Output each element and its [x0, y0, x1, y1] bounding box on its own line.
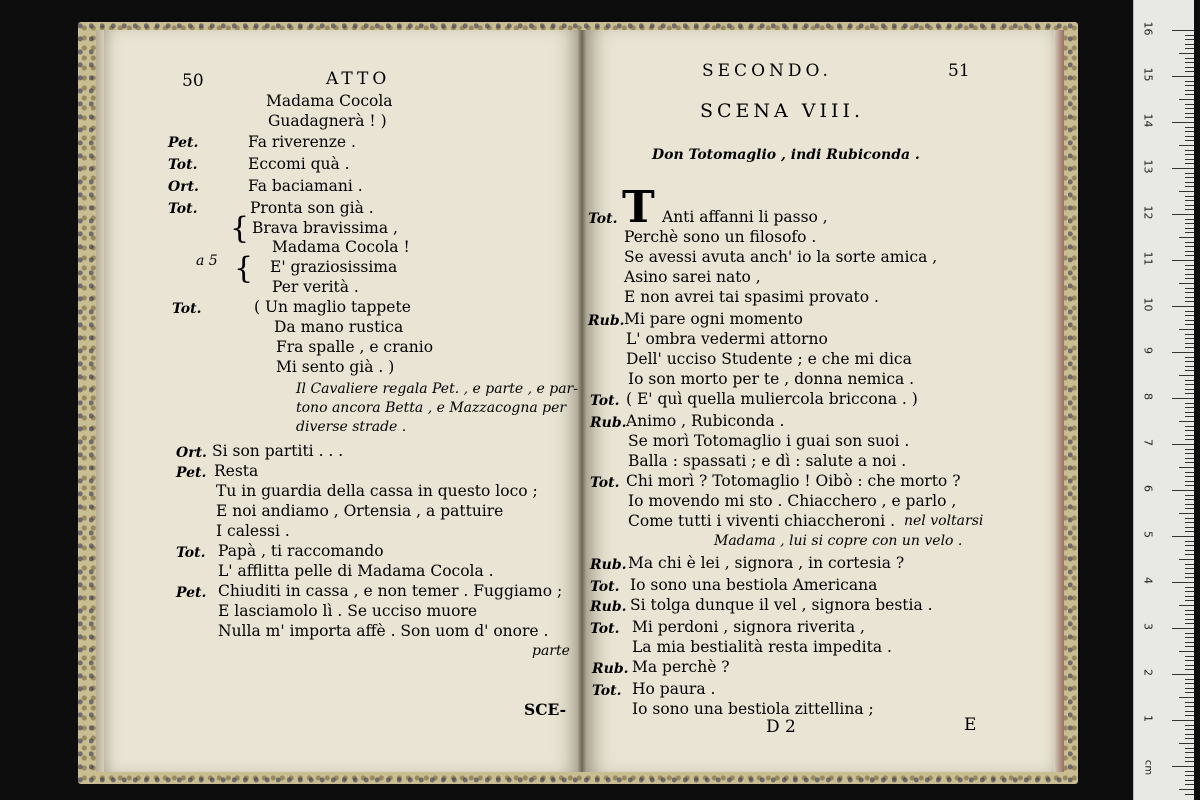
verse-line: Anti affanni li passo ,	[662, 208, 828, 226]
ruler-tick	[1185, 370, 1194, 371]
ensemble-label: a 5	[196, 253, 218, 269]
ruler-tick	[1185, 518, 1194, 519]
ruler-tick	[1179, 99, 1194, 100]
ruler-number: 11	[1141, 251, 1155, 266]
ruler-tick	[1179, 651, 1194, 652]
ruler-tick	[1185, 564, 1194, 565]
ruler-number: 13	[1141, 159, 1155, 174]
right-page-edge	[1054, 30, 1064, 772]
ruler-tick	[1185, 393, 1194, 394]
ruler-tick	[1179, 329, 1194, 330]
ruler-tick	[1185, 94, 1194, 95]
stage-direction: Il Cavaliere regala Pet. , e parte , e par-	[296, 381, 578, 397]
verse-line: La mia bestialità resta impedita .	[632, 638, 892, 656]
ruler-tick	[1172, 398, 1194, 399]
verse-line: Chi morì ? Totomaglio ! Oibò : che morto ?	[626, 472, 961, 490]
ruler-tick	[1185, 150, 1194, 151]
speaker-label: Ort.	[168, 179, 199, 195]
ruler-tick	[1185, 324, 1194, 325]
ruler-tick	[1185, 232, 1194, 233]
ruler-tick	[1185, 177, 1194, 178]
ruler-tick	[1185, 288, 1194, 289]
ruler-tick	[1172, 536, 1194, 537]
ruler-tick	[1172, 76, 1194, 77]
ruler-tick	[1185, 113, 1194, 114]
verse-line: ( E' quì quella muliercola briccona . )	[626, 390, 918, 408]
ruler-tick	[1185, 81, 1194, 82]
catchword: E	[964, 715, 977, 735]
ruler-tick	[1185, 380, 1194, 381]
ruler-tick	[1179, 283, 1194, 284]
ruler-number: 15	[1141, 67, 1155, 82]
ruler-tick	[1185, 476, 1194, 477]
ruler-tick	[1172, 490, 1194, 491]
ruler-tick	[1185, 522, 1194, 523]
ruler-tick	[1185, 752, 1194, 753]
right-page-number: 51	[948, 61, 970, 81]
ruler-tick	[1185, 366, 1194, 367]
ruler-number: 14	[1141, 113, 1155, 128]
verse-line: Come tutti i viventi chiaccheroni .	[628, 512, 896, 530]
ruler-tick	[1185, 205, 1194, 206]
ruler-tick	[1185, 775, 1194, 776]
verse-line: E noi andiamo , Ortensia , a pattuire	[216, 502, 504, 520]
ruler-tick	[1185, 527, 1194, 528]
ruler-tick	[1185, 715, 1194, 716]
verse-line: Fra spalle , e cranio	[276, 338, 434, 356]
ruler-tick	[1185, 389, 1194, 390]
ruler-tick	[1185, 315, 1194, 316]
ruler-tick	[1185, 403, 1194, 404]
ruler-tick	[1185, 683, 1194, 684]
ruler-tick	[1185, 711, 1194, 712]
ruler-tick	[1179, 743, 1194, 744]
speaker-label: Ort.	[176, 445, 207, 461]
ruler-tick	[1185, 274, 1194, 275]
ruler-tick	[1185, 435, 1194, 436]
verse-line: Eccomi quà .	[248, 155, 350, 173]
ruler-number: 7	[1141, 439, 1155, 446]
verse-line: Se morì Totomaglio i guai son suoi .	[628, 432, 910, 450]
verse-line: Per verità .	[272, 278, 359, 296]
ruler-tick	[1185, 453, 1194, 454]
ruler-tick	[1185, 734, 1194, 735]
left-running-header: ATTO	[326, 69, 391, 89]
ruler-tick	[1185, 228, 1194, 229]
ruler-tick	[1185, 85, 1194, 86]
ruler-tick	[1172, 674, 1194, 675]
exit-direction: parte	[532, 643, 570, 659]
ruler-tick	[1179, 789, 1194, 790]
ruler-tick	[1185, 761, 1194, 762]
speaker-label: Tot.	[590, 579, 620, 595]
brace-symbol: {	[230, 211, 250, 246]
ruler-tick	[1172, 168, 1194, 169]
ruler-tick	[1185, 209, 1194, 210]
verse-line: Asino sarei nato ,	[624, 268, 761, 286]
verse-line: Nulla m' importa affè . Son uom d' onore .	[218, 622, 549, 640]
ruler-tick	[1179, 513, 1194, 514]
ruler-tick	[1185, 481, 1194, 482]
ruler-tick	[1185, 104, 1194, 105]
book-gutter	[578, 30, 586, 772]
verse-line: Ho paura .	[632, 680, 716, 698]
ruler-tick	[1185, 357, 1194, 358]
ruler-tick	[1185, 44, 1194, 45]
speaker-label: Rub.	[592, 661, 629, 677]
right-running-header: SECONDO.	[702, 61, 832, 81]
ruler-number: 12	[1141, 205, 1155, 220]
ruler-number: 16	[1141, 21, 1155, 36]
speaker-label: Tot.	[168, 157, 198, 173]
verse-line: Da mano rustica	[274, 318, 404, 336]
ruler-tick	[1185, 361, 1194, 362]
verse-line: E' graziosissima	[270, 258, 398, 276]
ruler-tick	[1172, 582, 1194, 583]
ruler-tick	[1185, 729, 1194, 730]
verse-line: Io movendo mi sto . Chiacchero , e parlo ,	[628, 492, 957, 510]
scene-characters: Don Totomaglio , indi Rubiconda .	[652, 147, 920, 163]
verse-line: Tu in guardia della cassa in questo loco ;	[216, 482, 538, 500]
ruler-tick	[1185, 338, 1194, 339]
ruler-tick	[1185, 499, 1194, 500]
stage-direction: Madama , lui si copre con un velo .	[714, 533, 963, 549]
ruler-tick	[1185, 587, 1194, 588]
ruler-tick	[1185, 669, 1194, 670]
left-page-number: 50	[182, 71, 204, 91]
ruler-tick	[1185, 297, 1194, 298]
ruler-tick	[1172, 720, 1194, 721]
verse-line: Madama Cocola	[266, 92, 393, 110]
ruler-tick	[1185, 439, 1194, 440]
ruler-tick	[1185, 784, 1194, 785]
ruler-tick	[1185, 472, 1194, 473]
ruler-tick	[1185, 58, 1194, 59]
ruler-number: 4	[1141, 577, 1155, 584]
ruler-tick	[1185, 311, 1194, 312]
ruler-tick	[1185, 219, 1194, 220]
ruler-tick	[1185, 508, 1194, 509]
ruler-tick	[1172, 122, 1194, 123]
ruler-tick	[1185, 136, 1194, 137]
ruler-tick	[1179, 697, 1194, 698]
verse-line: Chiuditi in cassa , e non temer . Fuggiamo ;	[218, 582, 563, 600]
verse-line: Mi sento già . )	[276, 358, 395, 376]
verse-line: Si son partiti . . .	[212, 442, 344, 460]
ruler-tick	[1185, 596, 1194, 597]
ruler-number: 2	[1141, 669, 1155, 676]
ruler-tick	[1185, 292, 1194, 293]
verse-line: Perchè sono un filosofo .	[624, 228, 817, 246]
ruler-tick	[1185, 39, 1194, 40]
speaker-label: Pet.	[168, 135, 199, 151]
ruler-tick	[1185, 554, 1194, 555]
speaker-label: Tot.	[176, 545, 206, 561]
ruler-tick	[1185, 573, 1194, 574]
ruler-number: 6	[1141, 485, 1155, 492]
drop-cap: T	[622, 182, 655, 233]
ruler-tick	[1185, 416, 1194, 417]
ruler-tick	[1185, 251, 1194, 252]
speaker-label: Pet.	[176, 465, 207, 481]
ruler-tick	[1185, 591, 1194, 592]
ruler-unit: cm	[1142, 759, 1154, 776]
speaker-label: Rub.	[588, 313, 625, 329]
ruler-tick	[1185, 550, 1194, 551]
ruler-tick	[1185, 748, 1194, 749]
verse-line: Mi pare ogni momento	[624, 310, 803, 328]
ruler-tick	[1172, 214, 1194, 215]
ruler-number: 3	[1141, 623, 1155, 630]
ruler-tick	[1185, 140, 1194, 141]
ruler-tick	[1172, 628, 1194, 629]
ruler-tick	[1185, 504, 1194, 505]
scene-title: SCENA VIII.	[700, 100, 865, 122]
ruler-tick	[1185, 642, 1194, 643]
ruler-tick	[1185, 62, 1194, 63]
ruler-tick	[1185, 623, 1194, 624]
ruler-tick	[1172, 766, 1194, 767]
speaker-label: Rub.	[590, 599, 627, 615]
speaker-label: Tot.	[590, 621, 620, 637]
ruler-tick	[1185, 48, 1194, 49]
ruler-tick	[1185, 71, 1194, 72]
ruler-tick	[1185, 660, 1194, 661]
ruler-tick	[1185, 449, 1194, 450]
ruler-tick	[1185, 665, 1194, 666]
verse-line: Si tolga dunque il vel , signora bestia .	[630, 596, 933, 614]
verse-line: Papà , ti raccomando	[218, 542, 384, 560]
ruler-tick	[1185, 757, 1194, 758]
ruler-tick	[1185, 545, 1194, 546]
ruler-number: 9	[1141, 347, 1155, 354]
ruler-tick	[1185, 458, 1194, 459]
verse-line: Pronta son già .	[250, 199, 374, 217]
verse-line: Io sono una bestiola zittellina ;	[632, 700, 874, 718]
ruler-tick	[1185, 780, 1194, 781]
speaker-label: Tot.	[168, 201, 198, 217]
ruler-tick	[1185, 679, 1194, 680]
verse-line: Se avessi avuta anch' io la sorte amica ,	[624, 248, 938, 266]
ruler-tick	[1185, 688, 1194, 689]
verse-line: Ma perchè ?	[632, 658, 730, 676]
ruler-tick	[1185, 200, 1194, 201]
ruler-tick	[1185, 242, 1194, 243]
speaker-label: Tot.	[590, 393, 620, 409]
ruler-tick	[1185, 568, 1194, 569]
ruler-tick	[1185, 706, 1194, 707]
ruler-tick	[1185, 108, 1194, 109]
ruler-tick	[1185, 223, 1194, 224]
ruler-tick	[1185, 646, 1194, 647]
ruler-tick	[1185, 600, 1194, 601]
verse-line: Mi perdoni , signora riverita ,	[632, 618, 865, 636]
stage-direction: tono ancora Betta , e Mazzacogna per	[296, 400, 567, 416]
ruler-tick	[1179, 145, 1194, 146]
ruler-tick	[1172, 306, 1194, 307]
ruler-tick	[1185, 265, 1194, 266]
ruler-tick	[1185, 67, 1194, 68]
ruler-tick	[1185, 35, 1194, 36]
ruler-tick	[1185, 407, 1194, 408]
verse-line: L' ombra vedermi attorno	[626, 330, 828, 348]
ruler-tick	[1185, 196, 1194, 197]
speaker-label: Rub.	[590, 557, 627, 573]
speaker-label: Pet.	[176, 585, 207, 601]
verse-line: E lasciamolo lì . Se ucciso muore	[218, 602, 478, 620]
ruler-tick	[1185, 426, 1194, 427]
stage-direction: nel voltarsi	[904, 513, 984, 529]
ruler-tick	[1185, 485, 1194, 486]
speaker-label: Tot.	[592, 683, 622, 699]
verse-line: Io sono una bestiola Americana	[630, 576, 878, 594]
ruler-tick	[1179, 605, 1194, 606]
ruler-tick	[1179, 467, 1194, 468]
ruler-number: 5	[1141, 531, 1155, 538]
ruler-tick	[1172, 30, 1194, 31]
catchword: SCE-	[524, 700, 567, 719]
measuring-ruler	[1133, 0, 1194, 800]
ruler-tick	[1185, 320, 1194, 321]
verse-line: Resta	[214, 462, 259, 480]
ruler-tick	[1185, 127, 1194, 128]
verse-line: Animo , Rubiconda .	[626, 412, 785, 430]
ruler-tick	[1185, 619, 1194, 620]
ruler-tick	[1185, 692, 1194, 693]
ruler-tick	[1172, 352, 1194, 353]
ruler-number: 10	[1141, 297, 1155, 312]
ruler-tick	[1185, 656, 1194, 657]
ruler-tick	[1185, 738, 1194, 739]
ruler-tick	[1185, 412, 1194, 413]
verse-line: Madama Cocola !	[272, 238, 410, 256]
verse-line: Fa riverenze .	[248, 133, 356, 151]
verse-line: Balla : spassati ; e dì : salute a noi .	[628, 452, 907, 470]
ruler-tick	[1185, 637, 1194, 638]
ruler-tick	[1185, 725, 1194, 726]
verse-line: ( Un maglio tappete	[254, 298, 411, 316]
ruler-tick	[1185, 154, 1194, 155]
verse-line: L' afflitta pelle di Madama Cocola .	[218, 562, 494, 580]
ruler-tick	[1185, 117, 1194, 118]
verse-line: Brava bravissima ,	[252, 219, 398, 237]
signature-mark: D 2	[766, 717, 796, 737]
stage-direction: diverse strade .	[296, 419, 407, 435]
ruler-tick	[1185, 159, 1194, 160]
ruler-tick	[1185, 343, 1194, 344]
ruler-tick	[1179, 191, 1194, 192]
ruler-tick	[1185, 347, 1194, 348]
ruler-tick	[1185, 163, 1194, 164]
ruler-tick	[1185, 186, 1194, 187]
verse-line: E non avrei tai spasimi provato .	[624, 288, 879, 306]
ruler-tick	[1172, 444, 1194, 445]
ruler-tick	[1179, 375, 1194, 376]
ruler-tick	[1185, 610, 1194, 611]
ruler-tick	[1185, 794, 1194, 795]
verse-line: Dell' ucciso Studente ; e che mi dica	[626, 350, 912, 368]
ruler-tick	[1179, 237, 1194, 238]
ruler-number: 8	[1141, 393, 1155, 400]
ruler-tick	[1185, 269, 1194, 270]
ruler-tick	[1185, 301, 1194, 302]
ruler-tick	[1185, 278, 1194, 279]
ruler-tick	[1185, 430, 1194, 431]
ruler-tick	[1185, 255, 1194, 256]
ruler-tick	[1185, 702, 1194, 703]
verse-line: Io son morto per te , donna nemica .	[628, 370, 915, 388]
ruler-tick	[1185, 614, 1194, 615]
speaker-label: Tot.	[172, 301, 202, 317]
verse-line: Ma chi è lei , signora , in cortesia ?	[628, 554, 905, 572]
ruler-number: 1	[1141, 715, 1155, 722]
ruler-tick	[1185, 633, 1194, 634]
ruler-tick	[1185, 531, 1194, 532]
ruler-tick	[1185, 541, 1194, 542]
ruler-tick	[1185, 182, 1194, 183]
ruler-tick	[1185, 462, 1194, 463]
brace-symbol: {	[234, 251, 254, 286]
ruler-tick	[1185, 246, 1194, 247]
ruler-tick	[1185, 131, 1194, 132]
ruler-tick	[1185, 90, 1194, 91]
verse-line: Guadagnerà ! )	[268, 112, 387, 130]
ruler-tick	[1185, 771, 1194, 772]
speaker-label: Tot.	[590, 475, 620, 491]
speaker-label: Rub.	[590, 415, 627, 431]
ruler-tick	[1185, 173, 1194, 174]
speaker-label: Tot.	[588, 211, 618, 227]
verse-line: Fa baciamani .	[248, 177, 363, 195]
ruler-tick	[1179, 421, 1194, 422]
ruler-tick	[1185, 384, 1194, 385]
ruler-tick	[1185, 577, 1194, 578]
ruler-tick	[1179, 559, 1194, 560]
ruler-tick	[1185, 495, 1194, 496]
ruler-tick	[1179, 53, 1194, 54]
ruler-tick	[1185, 334, 1194, 335]
verse-line: I calessi .	[216, 522, 290, 540]
ruler-tick	[1172, 260, 1194, 261]
